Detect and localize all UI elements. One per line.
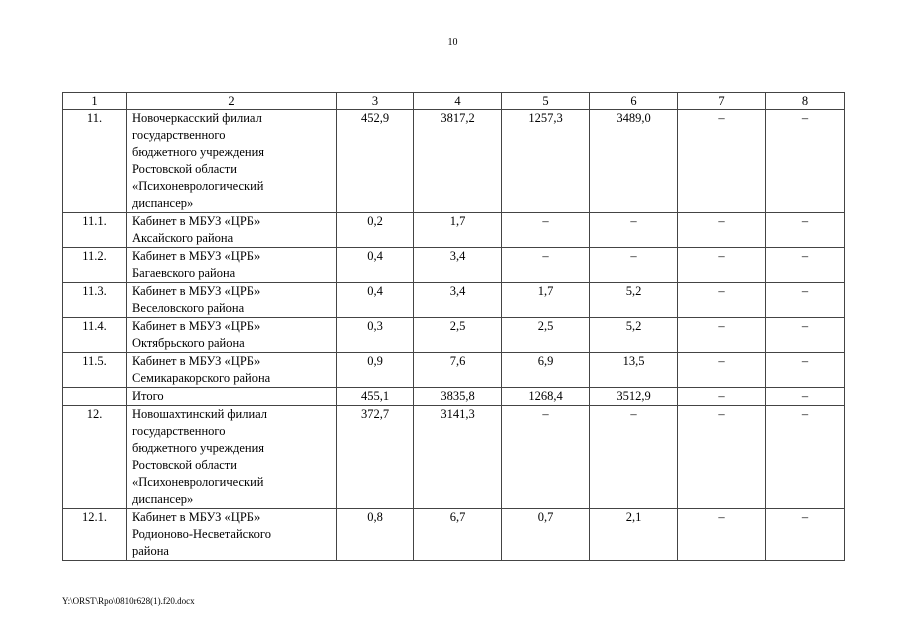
row-name-cell: Кабинет в МБУЗ «ЦРБ» Веселовского района [127,283,337,318]
value-cell: 452,9 [337,110,414,213]
row-name-cell: Новочеркасский филиал государственного бюджетного учреждения Ростовской области «Психоневрологический диспансер» [127,110,337,213]
value-cell: 3,4 [414,248,502,283]
column-header: 6 [590,93,678,110]
value-cell: – [766,388,845,406]
value-cell: – [678,509,766,561]
value-cell: – [678,406,766,509]
footer-file-path: Y:\ORST\Rpo\0810r628(1).f20.docx [62,596,195,606]
value-cell: – [678,110,766,213]
column-header: 7 [678,93,766,110]
table-row [63,110,845,213]
value-cell: – [766,110,845,213]
value-cell: – [502,406,590,509]
value-cell: 0,2 [337,213,414,248]
row-index-cell: 11.3. [63,283,127,318]
value-cell: 3,4 [414,283,502,318]
value-cell: 455,1 [337,388,414,406]
value-cell: – [590,406,678,509]
value-cell: 0,3 [337,318,414,353]
value-cell: – [502,213,590,248]
column-header: 2 [127,93,337,110]
row-name-cell: Новошахтинский филиал государственного бюджетного учреждения Ростовской области «Психоневрологический диспансер» [127,406,337,509]
column-header: 3 [337,93,414,110]
value-cell: – [678,248,766,283]
value-cell: – [502,248,590,283]
value-cell: 0,9 [337,353,414,388]
value-cell: 7,6 [414,353,502,388]
row-index-cell: 11. [63,110,127,213]
row-name-cell: Кабинет в МБУЗ «ЦРБ» Багаевского района [127,248,337,283]
value-cell: 5,2 [590,283,678,318]
value-cell: 3512,9 [590,388,678,406]
value-cell: 0,4 [337,248,414,283]
value-cell: – [766,406,845,509]
row-name-cell: Кабинет в МБУЗ «ЦРБ» Октябрьского района [127,318,337,353]
value-cell: 6,9 [502,353,590,388]
value-cell: – [766,318,845,353]
value-cell: 6,7 [414,509,502,561]
value-cell: – [766,353,845,388]
value-cell: 1268,4 [502,388,590,406]
value-cell: 13,5 [590,353,678,388]
table-header-row [63,93,845,110]
row-index-cell: 11.1. [63,213,127,248]
value-cell: – [766,283,845,318]
value-cell: 2,1 [590,509,678,561]
table-row [63,213,845,248]
table-row [63,318,845,353]
value-cell: 0,7 [502,509,590,561]
value-cell: 2,5 [414,318,502,353]
page-number: 10 [447,37,458,48]
value-cell: – [678,318,766,353]
table-row [63,248,845,283]
row-name-cell: Кабинет в МБУЗ «ЦРБ» Аксайского района [127,213,337,248]
column-header: 4 [414,93,502,110]
row-index-cell: 11.4. [63,318,127,353]
row-name-cell: Итого [127,388,337,406]
value-cell: 2,5 [502,318,590,353]
column-header: 8 [766,93,845,110]
row-index-cell: 12. [63,406,127,509]
table-row [63,283,845,318]
table-body [63,110,845,561]
row-index-cell: 12.1. [63,509,127,561]
row-index-cell [63,388,127,406]
value-cell: – [766,213,845,248]
row-name-cell: Кабинет в МБУЗ «ЦРБ» Родионово-Несветайского района [127,509,337,561]
value-cell: 0,4 [337,283,414,318]
value-cell: 3835,8 [414,388,502,406]
value-cell: – [766,248,845,283]
value-cell: 1,7 [502,283,590,318]
value-cell: – [590,213,678,248]
value-cell: – [766,509,845,561]
table-row [63,353,845,388]
value-cell: – [678,283,766,318]
column-header: 5 [502,93,590,110]
value-cell: 5,2 [590,318,678,353]
value-cell: 1,7 [414,213,502,248]
value-cell: 3489,0 [590,110,678,213]
table-row [63,509,845,561]
value-cell: – [678,388,766,406]
value-cell: 372,7 [337,406,414,509]
row-name-cell: Кабинет в МБУЗ «ЦРБ» Семикаракорского района [127,353,337,388]
value-cell: 1257,3 [502,110,590,213]
value-cell: – [678,213,766,248]
row-index-cell: 11.2. [63,248,127,283]
column-header: 1 [63,93,127,110]
value-cell: – [678,353,766,388]
value-cell: 3141,3 [414,406,502,509]
value-cell: 3817,2 [414,110,502,213]
budget-table [62,92,845,561]
row-index-cell: 11.5. [63,353,127,388]
table-row [63,406,845,509]
value-cell: – [590,248,678,283]
value-cell: 0,8 [337,509,414,561]
table-row [63,388,845,406]
